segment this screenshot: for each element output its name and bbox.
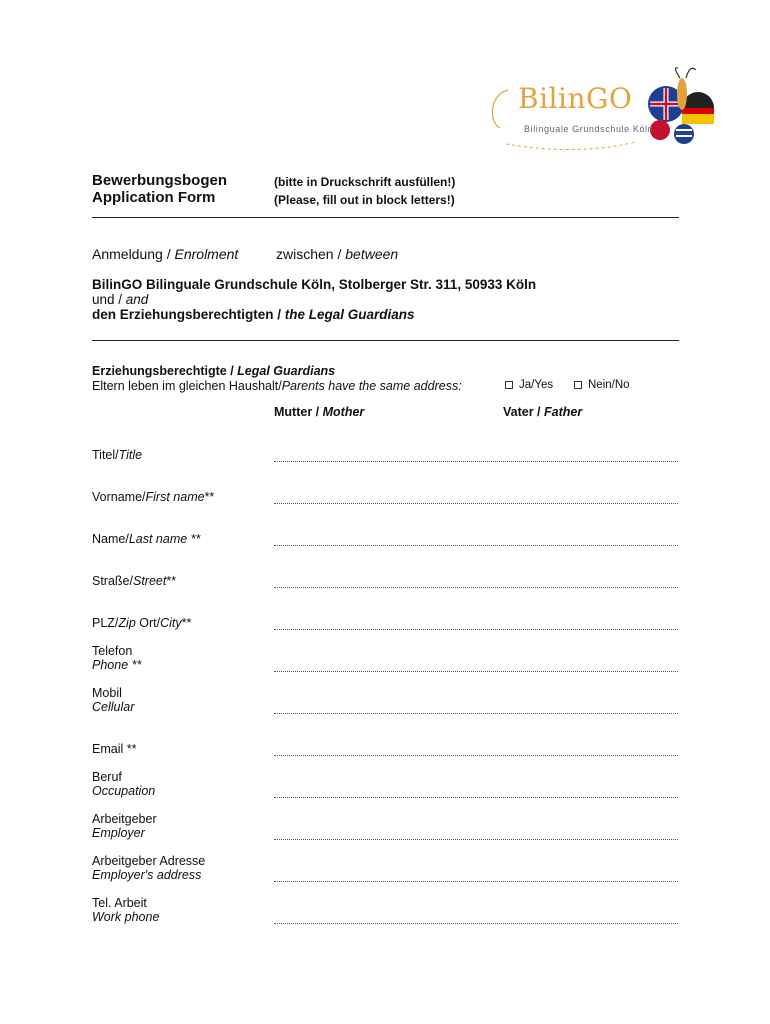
- last-name-de: Name/: [92, 532, 129, 546]
- street-input-line[interactable]: [274, 587, 678, 588]
- city-input-line[interactable]: [274, 629, 678, 630]
- field-label-title: [92, 448, 142, 462]
- field-label-email: [92, 742, 136, 756]
- work-phone-input-line[interactable]: [274, 923, 678, 924]
- yes-checkbox[interactable]: [505, 381, 513, 389]
- field-label-last-name: [92, 532, 200, 546]
- fill-instruction-en: (Please, fill out in block letters!): [274, 193, 455, 207]
- last-name-input-line[interactable]: [274, 545, 678, 546]
- same-address-question: [92, 379, 462, 394]
- and-label: [92, 292, 536, 307]
- work-phone-de: Tel. Arbeit: [92, 896, 147, 910]
- required-mark: **: [166, 574, 177, 588]
- and-label-de: und /: [92, 292, 126, 307]
- enrolment-label-de: Anmeldung /: [92, 246, 175, 262]
- employer-input-line[interactable]: [274, 839, 678, 840]
- city-de: PLZ/: [92, 616, 119, 630]
- guardians-heading-de: Erziehungsberechtigte /: [92, 364, 238, 378]
- father-header-en: Father: [544, 405, 583, 419]
- field-label-work-phone: [92, 896, 159, 924]
- first-name-en: First name: [145, 490, 205, 504]
- title-input-line[interactable]: [274, 461, 678, 462]
- guardians-section: [92, 364, 462, 394]
- no-label: Nein/No: [588, 379, 630, 391]
- guardians-heading: [92, 364, 462, 379]
- divider: [92, 217, 679, 218]
- employer-de: Arbeitgeber: [92, 812, 157, 826]
- logo-wordmark: BilinGO: [518, 82, 633, 115]
- required-mark: **: [181, 616, 192, 630]
- between-label-en: between: [345, 246, 399, 262]
- father-header-de: Vater /: [503, 405, 544, 419]
- mobile-en: Cellular: [92, 700, 135, 714]
- school-name: BilinGO Bilinguale Grundschule Köln, Stolberger Str. 311, 50933 Köln: [92, 277, 537, 292]
- logo-subtitle: Bilinguale Grundschule Köln: [524, 124, 654, 134]
- last-name-en: Last name **: [128, 532, 201, 546]
- mother-header-en: Mother: [322, 405, 365, 419]
- employer-address-input-line[interactable]: [274, 881, 678, 882]
- mobile-de: Mobil: [92, 686, 122, 700]
- fill-instruction: [274, 173, 455, 209]
- employer-address-en: Employer's address: [92, 868, 202, 882]
- same-address-no-option[interactable]: [574, 379, 630, 391]
- employer-en: Employer: [92, 826, 145, 840]
- field-label-occupation: [92, 770, 155, 798]
- form-title: [92, 172, 227, 206]
- enrolment-label-en: Enrolment: [174, 246, 239, 262]
- street-en: Street: [133, 574, 167, 588]
- same-address-de: Eltern leben im gleichen Haushalt/: [92, 379, 282, 393]
- no-checkbox[interactable]: [574, 381, 582, 389]
- city-en: City: [160, 616, 182, 630]
- field-label-first-name: [92, 490, 214, 504]
- guardians-party: [92, 307, 536, 322]
- father-column-header: [503, 405, 582, 419]
- guardians-party-en: the Legal Guardians: [284, 307, 415, 322]
- between-label-de: zwischen /: [276, 246, 346, 262]
- street-de: Straße/: [92, 574, 133, 588]
- mother-header-de: Mutter /: [274, 405, 323, 419]
- occupation-de: Beruf: [92, 770, 122, 784]
- field-label-employer-address: [92, 854, 205, 882]
- required-mark: **: [204, 490, 215, 504]
- guardians-heading-en: Legal Guardians: [237, 364, 336, 378]
- city-mid: Ort/: [135, 616, 161, 630]
- fill-instruction-de: (bitte in Druckschrift ausfüllen!): [274, 175, 456, 189]
- enrolment-label: [92, 246, 238, 262]
- yes-label: Ja/Yes: [519, 379, 554, 391]
- first-name-input-line[interactable]: [274, 503, 678, 504]
- form-title-en: Application Form: [92, 189, 216, 206]
- phone-en: Phone **: [92, 658, 142, 672]
- mobile-input-line[interactable]: [274, 713, 678, 714]
- title-en: Title: [118, 448, 143, 462]
- mother-column-header: [274, 405, 364, 419]
- phone-input-line[interactable]: [274, 671, 678, 672]
- guardians-party-de: den Erziehungsberechtigten /: [92, 307, 285, 322]
- divider: [92, 340, 679, 341]
- field-label-mobile: [92, 686, 134, 714]
- field-label-phone: [92, 644, 141, 672]
- email-de: Email **: [92, 742, 137, 756]
- employer-address-de: Arbeitgeber Adresse: [92, 854, 206, 868]
- title-de: Titel/: [92, 448, 119, 462]
- email-input-line[interactable]: [274, 755, 678, 756]
- same-address-yes-option[interactable]: [505, 379, 553, 391]
- zip-en: Zip: [118, 616, 136, 630]
- same-address-en: Parents have the same address:: [281, 379, 462, 393]
- first-name-de: Vorname/: [92, 490, 146, 504]
- field-label-street: [92, 574, 176, 588]
- occupation-en: Occupation: [92, 784, 156, 798]
- phone-de: Telefon: [92, 644, 133, 658]
- occupation-input-line[interactable]: [274, 797, 678, 798]
- between-label: [276, 246, 398, 262]
- parties-block: [92, 277, 536, 322]
- school-logo: [486, 64, 716, 156]
- work-phone-en: Work phone: [92, 910, 160, 924]
- form-title-de: Bewerbungsbogen: [92, 172, 228, 189]
- and-label-en: and: [125, 292, 149, 307]
- field-label-city: [92, 616, 191, 630]
- field-label-employer: [92, 812, 157, 840]
